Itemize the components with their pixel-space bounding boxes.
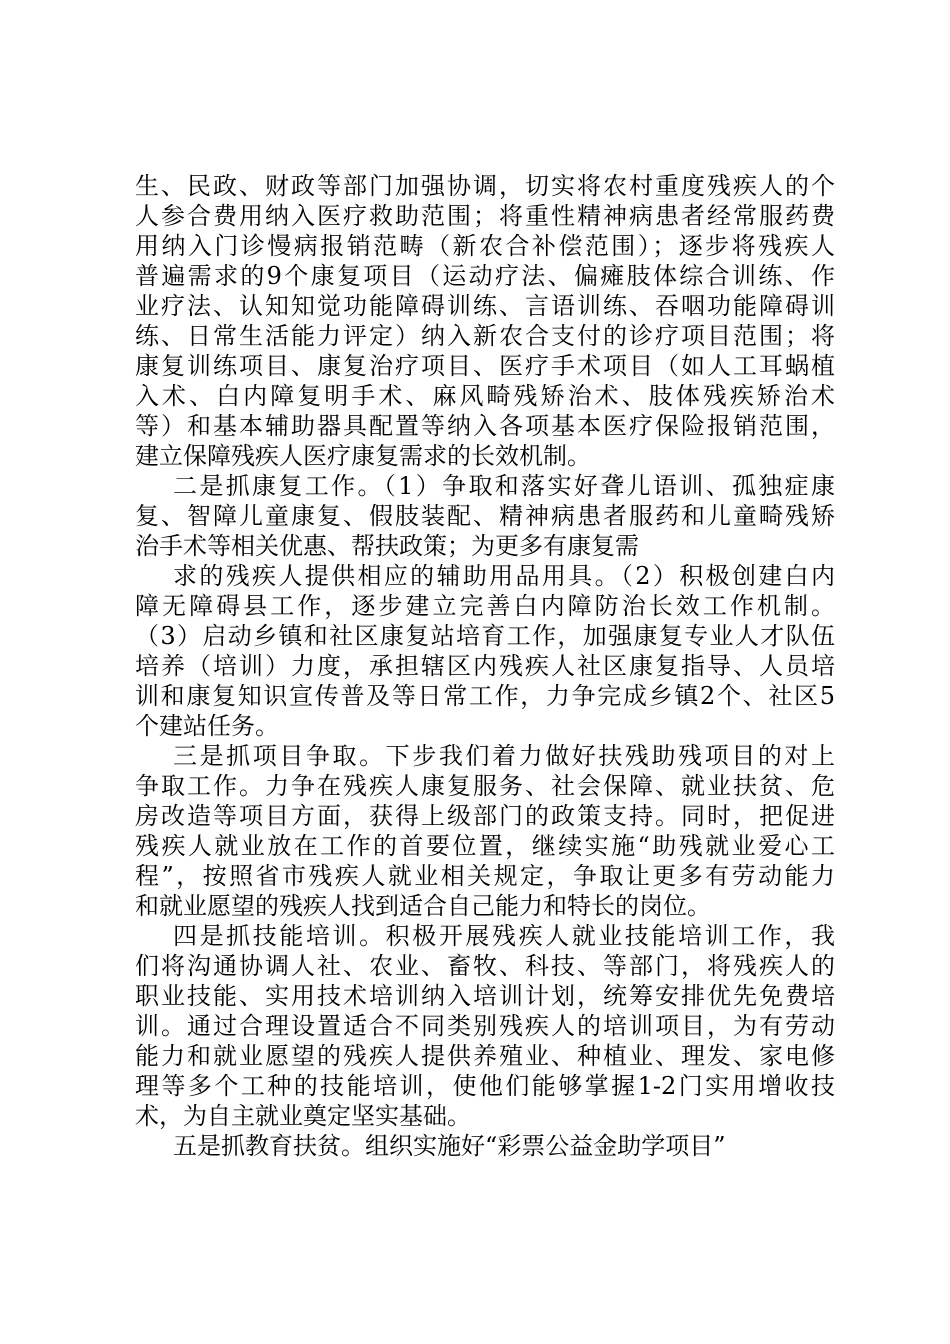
- text-line: 建立保障残疾人医疗康复需求的长效机制。: [135, 442, 591, 470]
- text-line: 职业技能、实用技术培训纳入培训计划，统筹安排优先免费培: [135, 982, 835, 1010]
- text-line: 个建站任务。: [135, 712, 279, 740]
- text-line: 训。通过合理设置适合不同类别残疾人的培训项目，为有劳动: [135, 1012, 835, 1040]
- text-line: （3）启动乡镇和社区康复站培育工作，加强康复专业人才队伍: [135, 622, 835, 650]
- text-line: 能力和就业愿望的残疾人提供养殖业、种植业、理发、家电修: [135, 1042, 835, 1070]
- text-line: 入术、白内障复明手术、麻风畸残矫治术、肢体残疾矫治术: [135, 382, 835, 410]
- text-line: 争取工作。力争在残疾人康复服务、社会保障、就业扶贫、危: [135, 772, 835, 800]
- text-line: 程”，按照省市残疾人就业相关规定，争取让更多有劳动能力: [135, 862, 835, 890]
- text-line: 残疾人就业放在工作的首要位置，继续实施“助残就业爱心工: [135, 832, 835, 860]
- text-line: 术，为自主就业奠定坚实基础。: [135, 1102, 471, 1130]
- text-line: 等）和基本辅助器具配置等纳入各项基本医疗保险报销范围，: [135, 412, 835, 440]
- text-line: 求的残疾人提供相应的辅助用品用具。（2）积极创建白内: [173, 562, 835, 590]
- text-line: 生、民政、财政等部门加强协调，切实将农村重度残疾人的个: [135, 172, 835, 200]
- text-line: 们将沟通协调人社、农业、畜牧、科技、等部门，将残疾人的: [135, 952, 835, 980]
- text-line: 四是抓技能培训。积极开展残疾人就业技能培训工作，我: [173, 922, 835, 950]
- text-line: 练、日常生活能力评定）纳入新农合支付的诊疗项目范围；将: [135, 322, 835, 350]
- text-line: 普遍需求的9个康复项目（运动疗法、偏瘫肢体综合训练、作: [135, 262, 835, 290]
- text-line: 复、智障儿童康复、假肢装配、精神病患者服药和儿童畸残矫: [135, 502, 835, 530]
- text-line: 障无障碍县工作，逐步建立完善白内障防治长效工作机制。: [135, 592, 835, 620]
- text-line: 五是抓教育扶贫。组织实施好“彩票公益金助学项目”: [173, 1132, 726, 1160]
- text-line: 理等多个工种的技能培训，使他们能够掌握1-2门实用增收技: [135, 1072, 835, 1100]
- text-line: 房改造等项目方面，获得上级部门的政策支持。同时，把促进: [135, 802, 835, 830]
- text-line: 人参合费用纳入医疗救助范围；将重性精神病患者经常服药费: [135, 202, 835, 230]
- text-line: 康复训练项目、康复治疗项目、医疗手术项目（如人工耳蜗植: [135, 352, 835, 380]
- text-line: 训和康复知识宣传普及等日常工作，力争完成乡镇2个、社区5: [135, 682, 835, 710]
- text-line: 三是抓项目争取。下步我们着力做好扶残助残项目的对上: [173, 742, 835, 770]
- document-body: [135, 171, 835, 1161]
- text-line: 二是抓康复工作。（1）争取和落实好聋儿语训、孤独症康: [173, 472, 835, 500]
- text-line: 治手术等相关优惠、帮扶政策；为更多有康复需: [135, 532, 639, 560]
- text-line: 用纳入门诊慢病报销范畴（新农合补偿范围）；逐步将残疾人: [135, 232, 835, 260]
- text-line: 业疗法、认知知觉功能障碍训练、言语训练、吞咽功能障碍训: [135, 292, 835, 320]
- text-line: 培养（培训）力度，承担辖区内残疾人社区康复指导、人员培: [135, 652, 835, 680]
- text-line: 和就业愿望的残疾人找到适合自己能力和特长的岗位。: [135, 892, 711, 920]
